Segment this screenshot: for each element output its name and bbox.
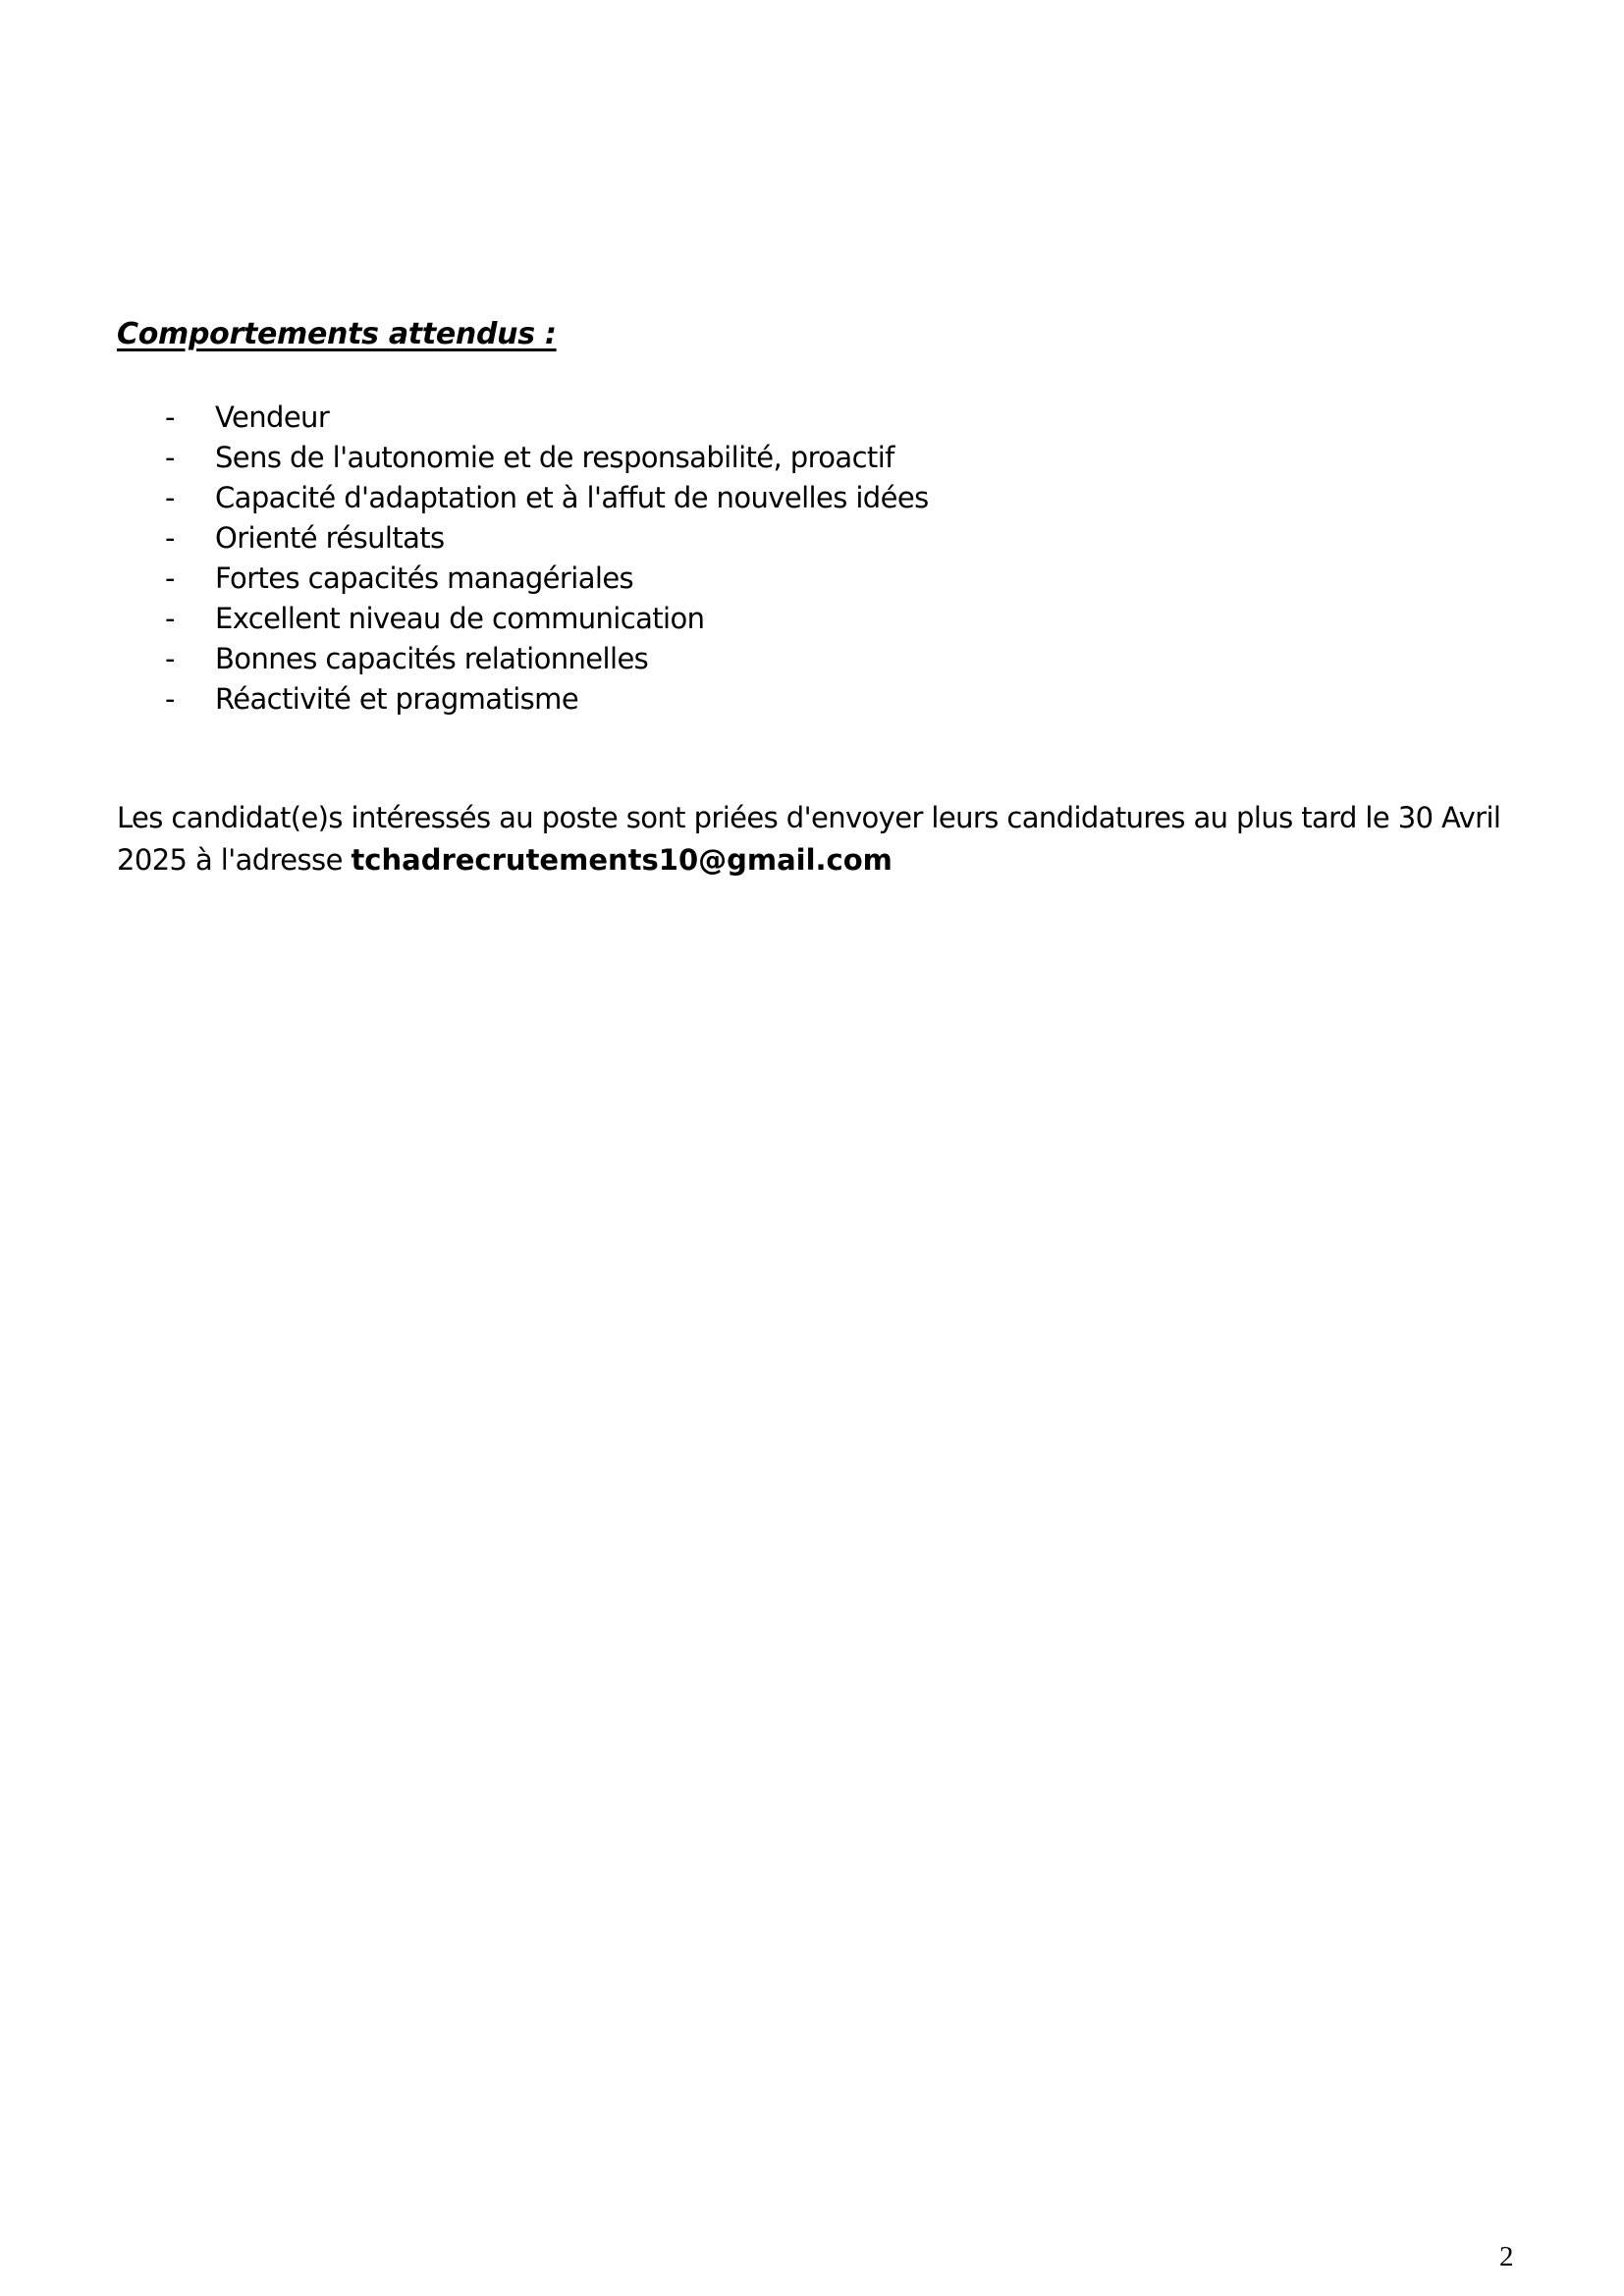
list-bullet: -: [165, 441, 175, 474]
application-notice: [117, 797, 1521, 881]
list-item-text: Capacité d'adaptation et à l'affut de nouvelles idées: [215, 481, 929, 514]
list-bullet: -: [165, 481, 175, 514]
list-item-text: Orienté résultats: [215, 521, 445, 555]
contact-email: tchadrecrutements10@gmail.com: [351, 843, 893, 877]
application-text: Les candidat(e)s intéressés au poste sont priées d'envoyer leurs candidatures au plus tard le 30 Avril 2025 à l'adresse: [117, 801, 1501, 877]
list-item-text: Fortes capacités managériales: [215, 561, 634, 595]
list-item-text: Vendeur: [215, 400, 330, 434]
section-title: Comportements attendus :: [117, 317, 557, 351]
list-bullet: -: [165, 561, 175, 595]
list-item-text: Sens de l'autonomie et de responsabilité, proactif: [215, 441, 894, 474]
list-item-text: Excellent niveau de communication: [215, 602, 705, 635]
list-bullet: -: [165, 521, 175, 555]
list-item-text: Réactivité et pragmatisme: [215, 682, 579, 716]
page-number: 2: [1499, 2241, 1514, 2272]
list-bullet: -: [165, 642, 175, 675]
list-bullet: -: [165, 400, 175, 434]
list-bullet: -: [165, 602, 175, 635]
list-bullet: -: [165, 682, 175, 716]
list-item-text: Bonnes capacités relationnelles: [215, 642, 649, 675]
